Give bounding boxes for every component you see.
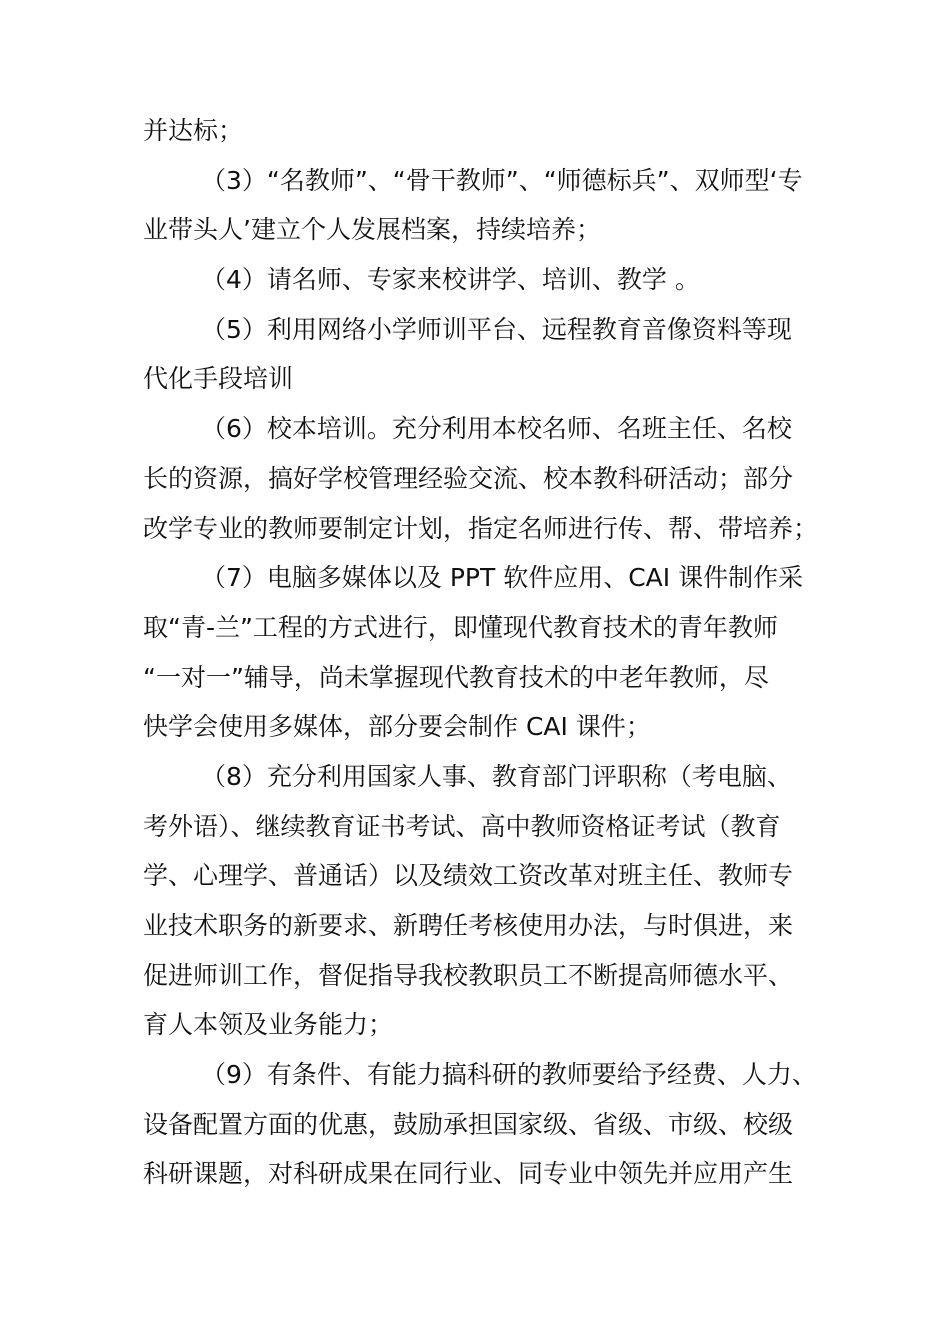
text-line: 并达标；	[143, 116, 244, 145]
text-line: 育人本领及业务能力；	[143, 1010, 394, 1040]
document-body	[143, 106, 819, 1199]
text-line: （9）有条件、有能力搞科研的教师要给予经费、人力、	[201, 1060, 817, 1090]
text-line: 业技术职务的新要求、新聘任考核使用办法，与时俱进，来	[143, 911, 794, 940]
text-line: （5）利用网络小学师训平台、远程教育音像资料等现	[201, 314, 792, 344]
text-line: （6）校本培训。充分利用本校名师、名班主任、名校	[201, 414, 792, 444]
text-line: 业带头人’建立个人发展档案，持续培养；	[143, 215, 601, 245]
text-line: 考外语）、继续教育证书考试、高中教师资格证考试（教育	[143, 811, 781, 841]
text-line: 学、心理学、普通话）以及绩效工资改革对班主任、教师专	[143, 861, 794, 891]
text-line: 取“青-兰”工程的方式进行，即懂现代教育技术的青年教师	[143, 612, 778, 642]
text-line: 改学专业的教师要制定计划，指定名师进行传、帮、带培养；	[143, 513, 819, 543]
text-line: （3）“名教师”、“骨干教师”、“师德标兵”、双师型‘专	[201, 165, 803, 195]
text-line: 长的资源，搞好学校管理经验交流、校本教科研活动；部分	[143, 463, 794, 493]
text-line: （8）充分利用国家人事、教育部门评职称（考电脑、	[201, 761, 792, 791]
text-line: “一对一”辅导，尚未掌握现代教育技术的中老年教师，尽	[143, 662, 769, 692]
text-line: 快学会使用多媒体，部分要会制作 CAI 课件；	[143, 712, 651, 742]
text-line: （7）电脑多媒体以及 PPT 软件应用、CAI 课件制作采	[201, 563, 804, 593]
text-line: 科研课题，对科研成果在同行业、同专业中领先并应用产生	[143, 1159, 794, 1189]
text-line: （4）请名师、专家来校讲学、培训、教学 。	[201, 265, 700, 295]
text-line: 代化手段培训	[143, 364, 294, 394]
text-line: 设备配置方面的优惠，鼓励承担国家级、省级、市级、校级	[143, 1109, 794, 1139]
text-line: 促进师训工作，督促指导我校教职员工不断提高师德水平、	[143, 960, 794, 990]
